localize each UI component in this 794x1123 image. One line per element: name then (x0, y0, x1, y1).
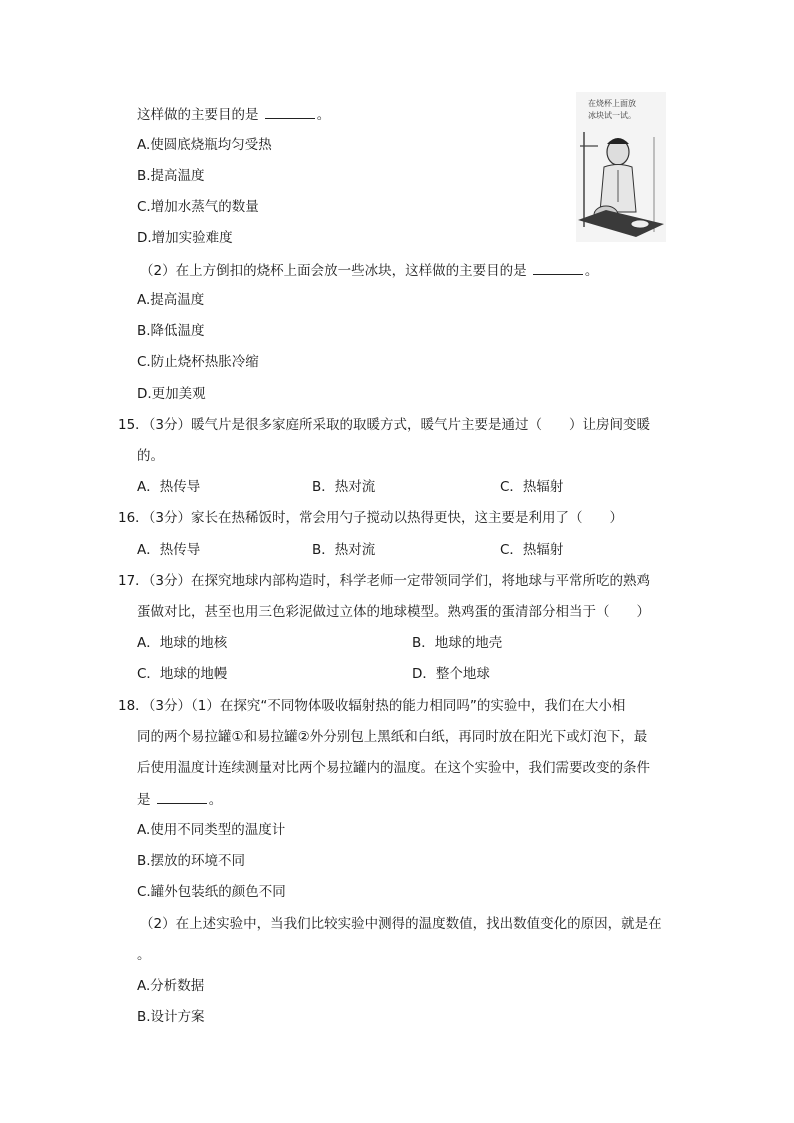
q15-stem-line1: 15．（3分）暖气片是很多家庭所采取的取暖方式，暖气片主要是通过（ ）让房间变暖 (118, 417, 651, 433)
q14-option-d: D.增加实验难度 (137, 230, 233, 246)
q14-option-c: C.增加水蒸气的数量 (137, 199, 259, 215)
q18-stem-line4-end: 。 (208, 792, 223, 808)
q14-sub2-option-d: D.更加美观 (137, 386, 206, 402)
q14-sub2-stem: （2）在上方倒扣的烧杯上面会放一些冰块，这样做的主要目的是 (140, 263, 527, 279)
q15-stem-line2: 的。 (137, 448, 164, 464)
q15-option-a: A．热传导 (137, 479, 201, 495)
q18-stem-line4-prefix: 是 (137, 792, 151, 808)
q14-stem: 这样做的主要目的是 (137, 107, 259, 123)
q18-option-b: B.摆放的环境不同 (137, 853, 246, 869)
q18-stem-line4 (137, 789, 222, 810)
q14-option-a: A.使圆底烧瓶均匀受热 (137, 137, 272, 153)
q18-sub2-line1: （2）在上述实验中，当我们比较实验中测得的温度数值，找出数值变化的原因，就是在 (140, 916, 662, 932)
q14-sub2-end: 。 (584, 263, 599, 279)
q17-option-a: A．地球的地核 (137, 635, 228, 651)
experiment-figure (576, 92, 666, 242)
figure-caption-line1: 在烧杯上面放 (588, 99, 636, 108)
q17-stem-line2: 蛋做对比，甚至也用三色彩泥做过立体的地球模型。熟鸡蛋的蛋清部分相当于（ ） (137, 604, 650, 620)
q14-option-b: B.提高温度 (137, 168, 205, 184)
q17-option-d: D．整个地球 (412, 666, 490, 682)
q18-stem-line3: 后使用温度计连续测量对比两个易拉罐内的温度。在这个实验中，我们需要改变的条件 (137, 760, 650, 776)
q14-stem-end: 。 (316, 107, 331, 123)
q15-option-c: C．热辐射 (500, 479, 564, 495)
q18-stem-line2: 同的两个易拉罐①和易拉罐②外分别包上黑纸和白纸，再同时放在阳光下或灯泡下，最 (137, 729, 648, 745)
q18-sub2-line2: 。 (137, 947, 151, 963)
q16-option-a: A．热传导 (137, 542, 201, 558)
q14-stem-line (137, 104, 330, 125)
q17-option-b: B．地球的地壳 (412, 635, 503, 651)
q18-option-c: C.罐外包装纸的颜色不同 (137, 884, 286, 900)
q14-sub2-answer-blank[interactable] (533, 260, 583, 275)
q14-sub2-option-a: A.提高温度 (137, 292, 205, 308)
figure-caption-line2: 冰块试一试。 (588, 111, 636, 120)
q15-option-b: B．热对流 (312, 479, 376, 495)
q16-option-b: B．热对流 (312, 542, 376, 558)
q14-sub2-line (140, 260, 598, 281)
q14-answer-blank[interactable] (265, 104, 315, 119)
q17-stem-line1: 17．（3分）在探究地球内部构造时，科学老师一定带领同学们，将地球与平常所吃的熟鸡 (118, 573, 651, 589)
q18-sub2-option-b: B.设计方案 (137, 1009, 205, 1025)
q16-stem-line1: 16．（3分）家长在热稀饭时，常会用勺子搅动以热得更快，这主要是利用了（ ） (118, 510, 624, 526)
q18-sub2-option-a: A.分析数据 (137, 978, 205, 994)
q18-answer-blank[interactable] (157, 789, 207, 804)
q18-option-a: A.使用不同类型的温度计 (137, 822, 286, 838)
q14-sub2-option-c: C.防止烧杯热胀冷缩 (137, 354, 259, 370)
q14-sub2-option-b: B.降低温度 (137, 323, 205, 339)
q16-option-c: C．热辐射 (500, 542, 564, 558)
q18-stem-line1: 18．（3分）（1）在探究“不同物体吸收辐射热的能力相同吗”的实验中，我们在大小相 (118, 698, 626, 714)
q17-option-c: C．地球的地幔 (137, 666, 228, 682)
